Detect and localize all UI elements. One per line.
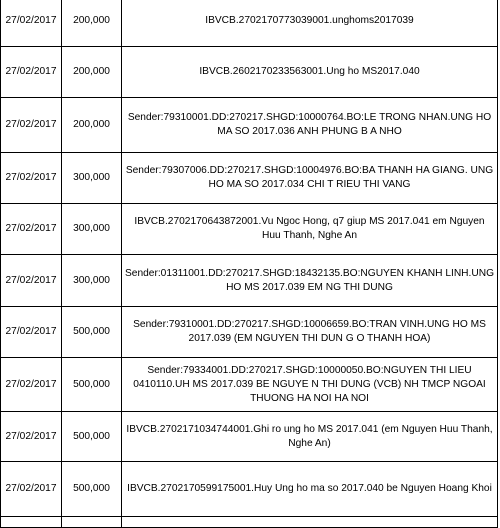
date-cell: 27/02/2017	[1, 358, 62, 412]
description-cell: Sender:79310001.DD:270217.SHGD:10000764.BO:LE TRONG NHAN.UNG HO MA SO 2017.036 ANH PHUNG B A NHO	[122, 98, 498, 153]
description-cell: IBVCB.2602170233563001.Ung ho MS2017.040	[122, 47, 498, 98]
amount-cell-empty	[62, 517, 122, 528]
amount-cell: 200,000	[62, 98, 122, 153]
date-cell-empty	[1, 517, 62, 528]
description-cell: Sender:01311001.DD:270217.SHGD:18432135.BO:NGUYEN KHANH LINH.UNG HO MS 2017.039 EM NG THI DUNG	[122, 255, 498, 307]
amount-cell: 500,000	[62, 412, 122, 462]
table-row-partial	[1, 517, 498, 528]
date-cell: 27/02/2017	[1, 307, 62, 358]
table-row	[1, 307, 498, 358]
amount-cell: 300,000	[62, 255, 122, 307]
date-cell: 27/02/2017	[1, 412, 62, 462]
amount-cell: 200,000	[62, 47, 122, 98]
amount-cell: 500,000	[62, 462, 122, 517]
table-row	[1, 204, 498, 255]
date-cell: 27/02/2017	[1, 98, 62, 153]
description-cell: Sender:79307006.DD:270217.SHGD:10004976.BO:BA THANH HA GIANG. UNG HO MA SO 2017.034 CHI T RIEU THI VANG	[122, 153, 498, 204]
amount-cell: 500,000	[62, 307, 122, 358]
table-row	[1, 358, 498, 412]
table-row	[1, 255, 498, 307]
description-cell: IBVCB.2702170599175001.Huy Ung ho ma so 2017.040 be Nguyen Hoang Khoi	[122, 462, 498, 517]
description-cell-empty	[122, 517, 498, 528]
description-cell: Sender:79334001.DD:270217.SHGD:10000050.BO:NGUYEN THI LIEU 0410110.UH MS 2017.039 BE NGUYE N THI DUNG (VCB) NH TMCP NGOAI THUONG HA NOI HA NOI	[122, 358, 498, 412]
amount-cell: 500,000	[62, 358, 122, 412]
date-cell: 27/02/2017	[1, 0, 62, 47]
amount-cell: 300,000	[62, 204, 122, 255]
date-cell: 27/02/2017	[1, 462, 62, 517]
date-cell: 27/02/2017	[1, 204, 62, 255]
date-cell: 27/02/2017	[1, 153, 62, 204]
table-row	[1, 47, 498, 98]
description-cell: IBVCB.2702170643872001.Vu Ngoc Hong, q7 giup MS 2017.041 em Nguyen Huu Thanh, Nghe An	[122, 204, 498, 255]
amount-cell: 300,000	[62, 153, 122, 204]
table-row	[1, 98, 498, 153]
amount-cell: 200,000	[62, 0, 122, 47]
description-cell: Sender:79310001.DD:270217.SHGD:10006659.BO:TRAN VINH.UNG HO MS 2017.039 (EM NGUYEN THI DUN G O THANH HOA)	[122, 307, 498, 358]
table-row	[1, 0, 498, 47]
table-row	[1, 412, 498, 462]
date-cell: 27/02/2017	[1, 47, 62, 98]
date-cell: 27/02/2017	[1, 255, 62, 307]
description-cell: IBVCB.2702170773039001.unghoms2017039	[122, 0, 498, 47]
table-row	[1, 462, 498, 517]
description-cell: IBVCB.2702171034744001.Ghi ro ung ho MS 2017.041 (em Nguyen Huu Thanh, Nghe An)	[122, 412, 498, 462]
table-row	[1, 153, 498, 204]
